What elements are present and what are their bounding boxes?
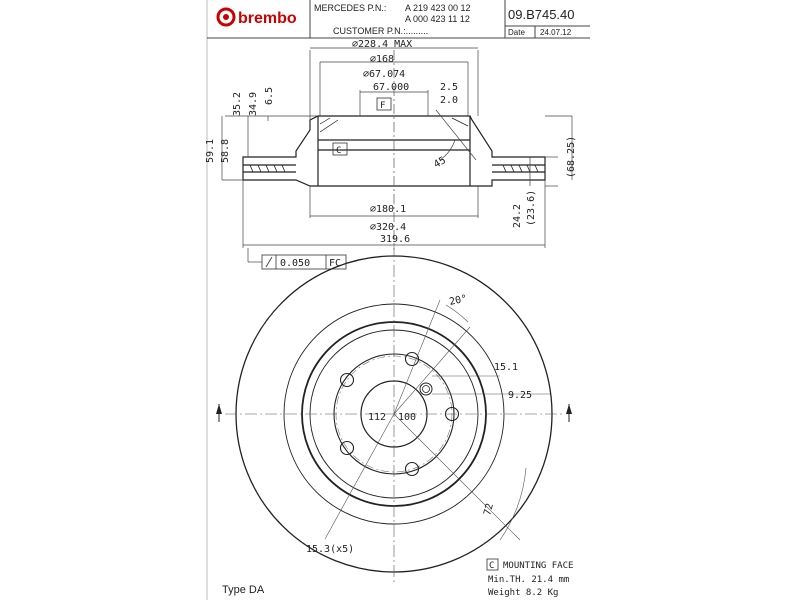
angle-20: 20°: [448, 293, 469, 308]
min-thickness: Min.TH. 21.4 mm: [488, 575, 570, 585]
date-value: 24.07.12: [540, 28, 572, 37]
dim-thickness-1: 24.2: [512, 203, 523, 228]
dim-step-upper: 2.5: [440, 82, 459, 93]
angle-45: 45: [432, 155, 448, 171]
oem-number-2: A 000 423 11 12: [405, 14, 470, 24]
date-label: Date: [508, 28, 525, 37]
brand-name: brembo: [238, 10, 297, 27]
ref-C-label: C: [336, 146, 342, 156]
dim-hat-depth-1: 35.2: [232, 91, 243, 116]
dim-flange: 6.5: [264, 86, 275, 105]
dim-bore-upper: ⌀67.074: [363, 69, 406, 80]
dim-overall-ref: (68.25): [566, 135, 577, 178]
dim-top-max: ⌀228.4 MAX: [352, 39, 413, 50]
type-label: Type DA: [222, 584, 265, 596]
mounting-face-label: MOUNTING FACE: [503, 561, 574, 571]
dim-step-lower: 2.0: [440, 95, 459, 106]
tolerance-value: 0.050: [280, 258, 311, 269]
dim-9-25: 9.25: [508, 390, 533, 401]
brembo-logo: [218, 9, 297, 27]
tolerance-datum: FC: [329, 258, 342, 269]
dim-outer-upper: ⌀320.4: [370, 222, 407, 233]
front-view-construction: [225, 245, 565, 585]
weight: Weight 8.2 Kg: [488, 588, 559, 598]
flatness-tolerance-frame: [248, 248, 346, 269]
mounting-face-note: [487, 559, 573, 571]
oem-label: MERCEDES P.N.:: [314, 3, 387, 13]
dim-72: 72: [482, 502, 497, 517]
dim-thickness-2: (23.6): [526, 189, 537, 226]
part-number: 09.B745.40: [508, 7, 575, 22]
oem-number-1: A 219 423 00 12: [405, 3, 471, 13]
mounting-ref: C: [489, 561, 495, 571]
bolt-hole: [406, 463, 419, 476]
locating-hole: [420, 383, 432, 395]
pcd-value: 112: [368, 412, 387, 423]
dim-height-total-2: 58.8: [220, 138, 231, 163]
reference-box-F: [377, 98, 391, 111]
dim-15-1: 15.1: [494, 362, 519, 373]
dim-hat-depth-2: 34.9: [248, 91, 259, 116]
customer-label: CUSTOMER P.N.:.........: [333, 26, 429, 36]
bore-value: 100: [398, 412, 417, 423]
dim-ventilation: ⌀180.1: [370, 204, 407, 215]
dim-height-total-1: 59.1: [205, 138, 216, 163]
bolt-holes-spec: 15.3(x5): [306, 544, 355, 555]
ref-F-label: F: [380, 101, 386, 111]
dim-bore-lower: 67.000: [373, 82, 410, 93]
bolt-hole: [341, 374, 354, 387]
dim-hub-outer: ⌀168: [370, 54, 395, 65]
dim-outer-lower: 319.6: [380, 234, 411, 245]
